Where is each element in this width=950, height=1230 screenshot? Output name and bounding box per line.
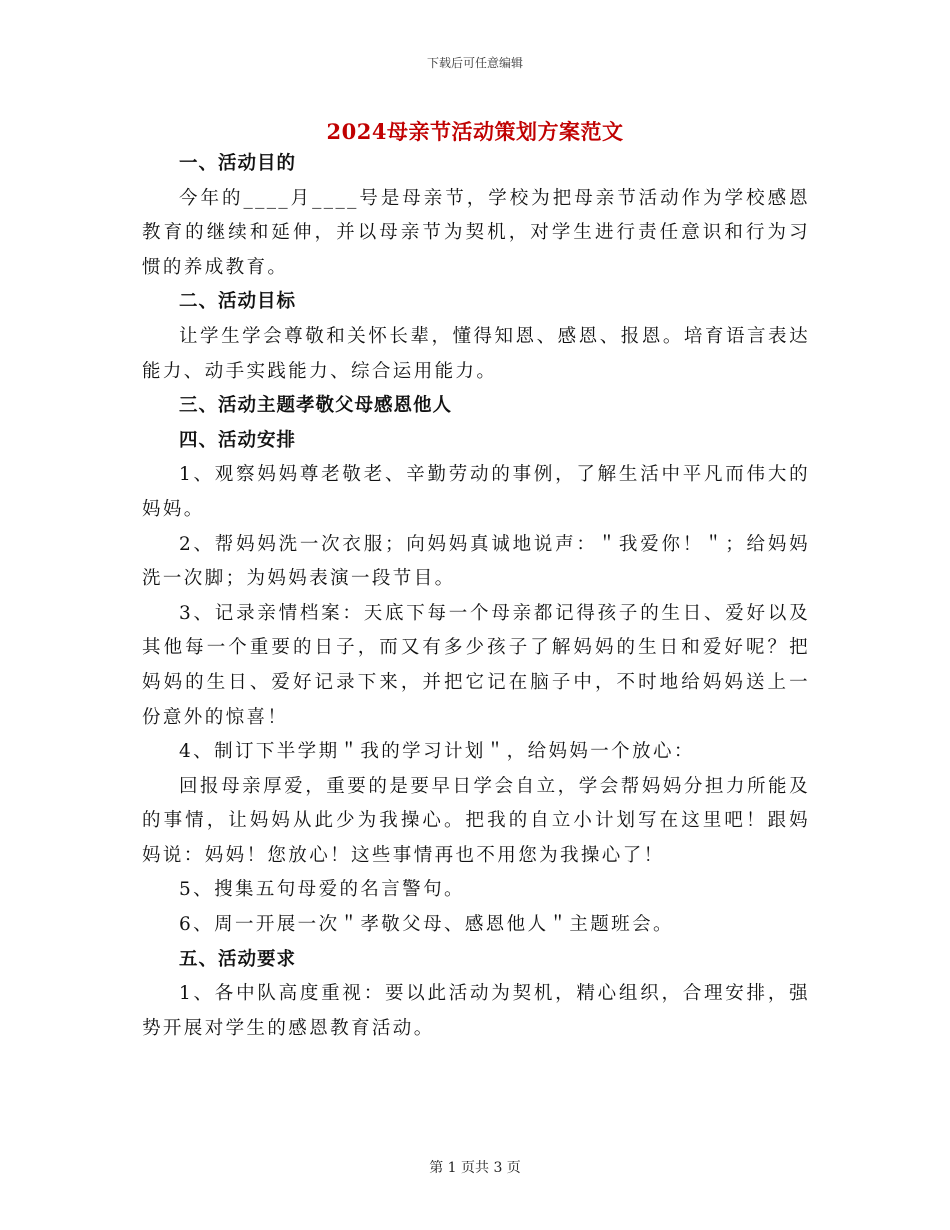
body-paragraph: 今年的____月____号是母亲节，学校为把母亲节活动作为学校感恩教育的继续和延伸，并以母亲节为契机，对学生进行责任意识和行为习惯的养成教育。 [142,187,810,278]
page-header-note: 下载后可任意编辑 [426,56,523,70]
body-paragraph: 5、搜集五句母爱的名言警句。 [179,879,465,901]
page-footer-number: 第 1 页共 3 页 [429,1160,521,1176]
document-body [142,147,810,1046]
body-paragraph: 回报母亲厚爱，重要的是要早日学会自立，学会帮妈妈分担力所能及的事情，让妈妈从此少为我操心。把我的自立小计划写在这里吧！跟妈妈说：妈妈！您放心！这些事情再也不用您为我操心了！ [142,775,810,866]
body-paragraph: 6、周一开展一次＂孝敬父母、感恩他人＂主题班会。 [179,914,674,936]
body-paragraph: 4、制订下半学期＂我的学习计划＂，给妈妈一个放心： [179,741,695,763]
section-heading: 四、活动安排 [179,429,297,451]
body-paragraph: 3、记录亲情档案：天底下每一个母亲都记得孩子的生日、爱好以及其他每一个重要的日子，而又有多少孩子了解妈妈的生日和爱好呢？把妈妈的生日、爱好记录下来，并把它记在脑子中，不时地给妈妈送上一份意外的惊喜！ [142,602,810,728]
body-paragraph: 2、帮妈妈洗一次衣服；向妈妈真诚地说声：＂我爱你！＂；给妈妈洗一次脚；为妈妈表演一段节目。 [142,533,810,590]
body-paragraph: 1、各中队高度重视：要以此活动为契机，精心组织，合理安排，强势开展对学生的感恩教育活动。 [142,983,810,1039]
section-heading: 三、活动主题孝敬父母感恩他人 [179,395,453,417]
section-heading: 五、活动要求 [179,948,297,970]
body-paragraph: 1、观察妈妈尊老敬老、辛勤劳动的事例，了解生活中平凡而伟大的妈妈。 [142,464,810,520]
document-title: 2024母亲节活动策划方案范文 [326,119,624,144]
section-heading: 一、活动目的 [179,153,297,174]
section-heading: 二、活动目标 [179,291,297,313]
body-paragraph: 让学生学会尊敬和关怀长辈，懂得知恩、感恩、报恩。培育语言表达能力、动手实践能力、综合运用能力。 [142,325,810,382]
